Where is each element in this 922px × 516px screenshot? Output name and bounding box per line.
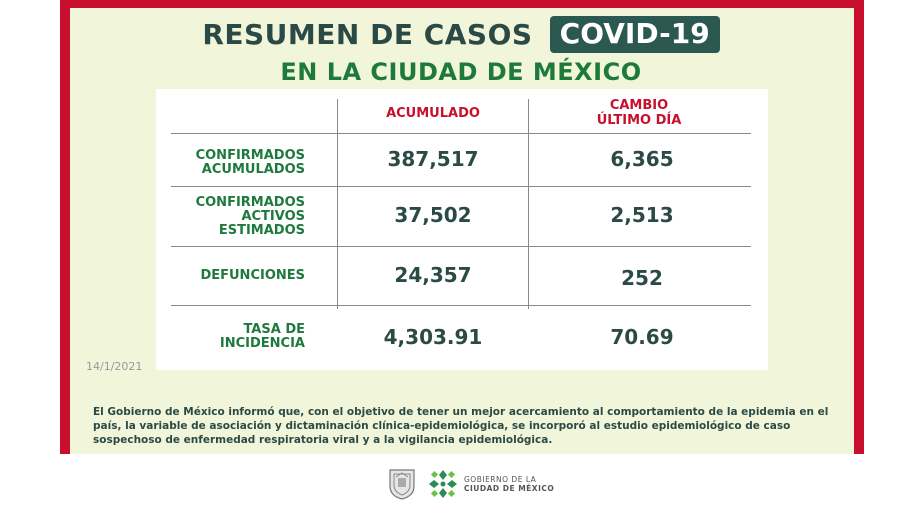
report-date: 14/1/2021: [86, 360, 143, 373]
page-title: RESUMEN DE CASOS: [202, 18, 533, 51]
government-name-line2: CIUDAD DE MÉXICO: [464, 484, 555, 493]
row-label-line: ACUMULADOS: [201, 162, 305, 177]
title-row: [0, 16, 922, 53]
footnote: El Gobierno de México informó que, con el objetivo de tener un mejor acercamiento al comportamiento de la epidemia en el país, la variable de asociación y dictaminación clínica-epidemiológica, se incorporó al estudio epidemiológico de caso sospechoso de enfermedad respiratoria viral y a la vigilancia epidemiológica.: [93, 406, 829, 446]
row-label: [196, 196, 305, 238]
cdmx-logo-icon: [426, 467, 460, 501]
row-label-line: INCIDENCIA: [219, 336, 305, 351]
row-label-line: ESTIMADOS: [218, 223, 305, 238]
column-header-cambio-line1: CAMBIO: [609, 98, 669, 113]
summary-table: [156, 89, 768, 370]
government-name: [464, 475, 554, 493]
row-divider: [171, 133, 751, 134]
row-label-line: CONFIRMADOS: [195, 148, 305, 163]
government-name-line1: GOBIERNO DE LA: [464, 475, 537, 484]
row-label-line: TASA DE: [243, 322, 305, 337]
column-header-acumulado: ACUMULADO: [386, 106, 480, 121]
row-divider: [171, 246, 751, 247]
row-label-line: DEFUNCIONES: [200, 268, 305, 283]
value-acumulado: 24,357: [394, 263, 472, 287]
government-footer: [388, 466, 568, 506]
value-acumulado: 4,303.91: [383, 325, 483, 349]
value-acumulado: 37,502: [394, 203, 472, 227]
row-label-line: ACTIVOS: [241, 209, 305, 224]
value-acumulado: 387,517: [387, 147, 479, 171]
value-cambio: 70.69: [610, 325, 674, 349]
row-divider: [171, 186, 751, 187]
page-subtitle: EN LA CIUDAD DE MÉXICO: [280, 58, 642, 86]
covid-badge: COVID-19: [550, 16, 720, 53]
value-cambio: 252: [621, 266, 663, 290]
value-cambio: 2,513: [610, 203, 674, 227]
row-label: [200, 269, 305, 283]
row-label: [220, 323, 305, 351]
row-divider: [171, 305, 751, 306]
column-header-cambio-line2: ÚLTIMO DÍA: [596, 113, 682, 128]
value-cambio: 6,365: [610, 147, 674, 171]
row-label: [196, 149, 305, 177]
row-label-line: CONFIRMADOS: [195, 195, 305, 210]
column-header-cambio: [529, 98, 749, 128]
cdmx-seal-icon: [388, 468, 416, 500]
